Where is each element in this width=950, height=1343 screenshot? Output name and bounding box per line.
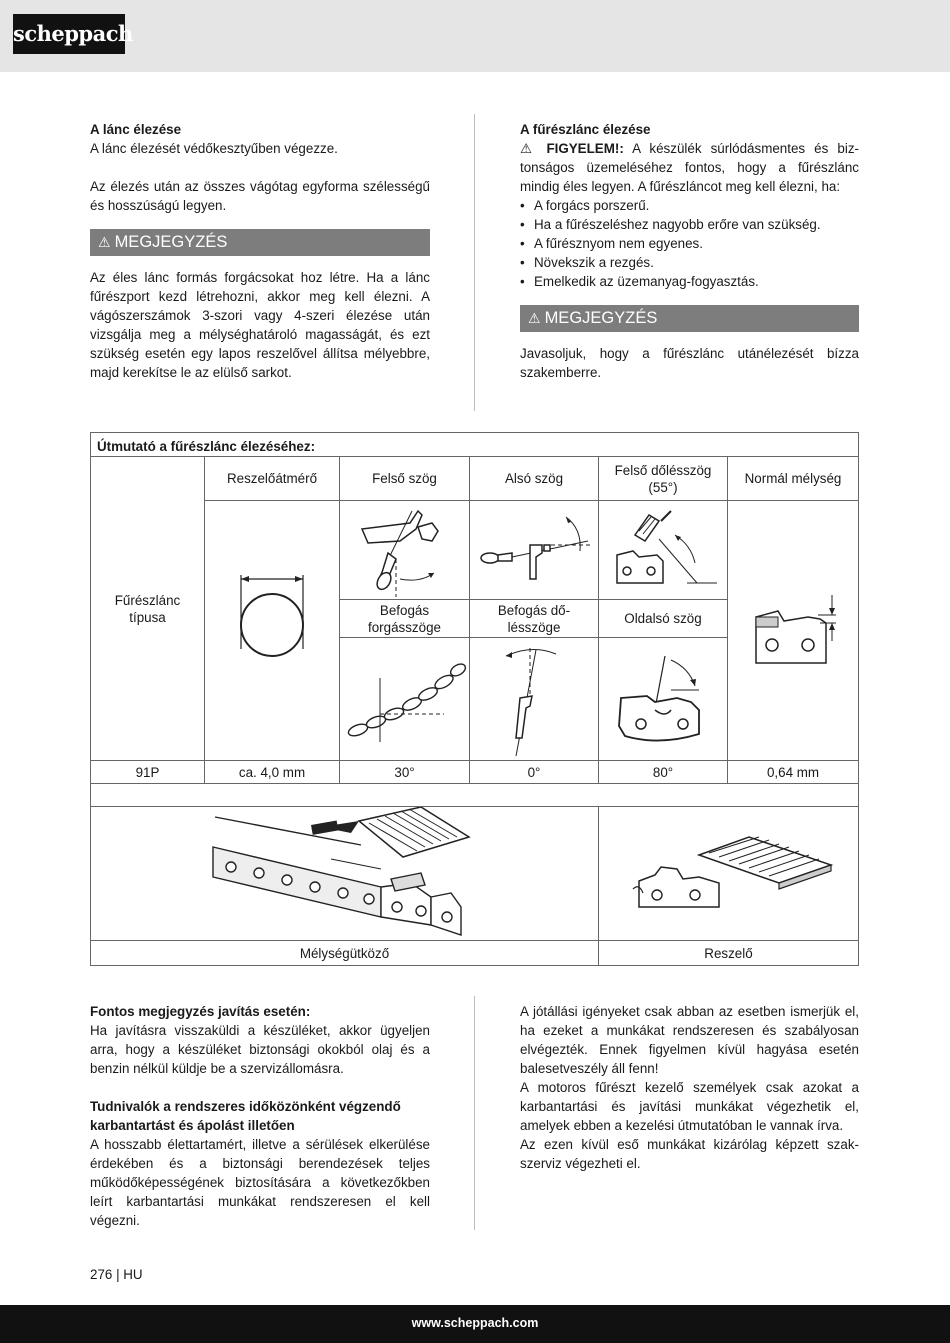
warning-label: FIGYELEM!: <box>546 141 624 156</box>
list-item: • Ha a fűrészeléshez nagyobb erőre van szükség. <box>520 215 859 234</box>
table-cell: 91P <box>91 761 205 784</box>
warning-paragraph <box>520 139 859 196</box>
note-text: Javasoljuk, hogy a fűrészlánc utánélezését bízza szakemberre. <box>520 346 859 380</box>
note-banner <box>520 305 859 332</box>
table-cell: 80° <box>599 761 728 784</box>
section-heading: A fűrészlánc élezése <box>520 122 651 137</box>
paragraph: Ha javításra visszaküldi a készüléket, akkor ügyeljen arra, hogy a készüléket biztonsági okokból olaj és a benzin nélkül küldje be a szervizállomásra. <box>90 1023 430 1076</box>
diagram-clamp-slope <box>470 638 599 761</box>
row-label: Fűrészlánc típusa <box>114 592 181 625</box>
clamp-rotation-illustration <box>340 638 470 761</box>
page-footer <box>0 1305 950 1343</box>
note-label: MEGJEGYZÉS <box>114 233 228 251</box>
list-item: • A fűrésznyom nem egyenes. <box>520 234 859 253</box>
page-number: 276 | HU <box>90 1267 143 1282</box>
sub-header: Befogás forgásszöge <box>340 600 470 638</box>
depth-gauge-illustration <box>728 501 858 761</box>
diagram-top-slope <box>599 501 728 600</box>
list-item: • A forgács porszerű. <box>520 196 859 215</box>
column-divider <box>474 114 475 411</box>
table-title: Útmutató a fűrészlánc élezéséhez: <box>97 439 316 454</box>
diagram-file-diameter <box>205 501 340 761</box>
clamp-slope-illustration <box>470 638 599 761</box>
note-text: Az éles lánc formás forgácsokat hoz létre. Ha a lánc fűrészport kezd létrehozni, akkor meg kell élezni. A vágószerszámok 3-szori vagy 4-szeri élezése után vizsgálja meg a mélységhatároló magasságát, és ezt szükség esetén egy lapos reszelővel állítsa mélyebbre, majd kerekítse le az elülső sarkot. <box>90 270 430 380</box>
note-banner <box>90 229 430 256</box>
top-slope-illustration <box>599 501 728 600</box>
paragraph: A hosszabb élettartamért, illetve a sérülések elkerülése érdekében és a biztonsági berendezések teljes működőképességének biztosítására a következőkben leírt karbantartási munkákat rendszeresen el kell végezni. <box>90 1137 430 1228</box>
diagram-clamp-rotation <box>340 638 470 761</box>
website-link[interactable]: www.scheppach.com <box>411 1316 539 1330</box>
warning-triangle-icon: ⚠ <box>98 234 111 250</box>
file-diameter-illustration <box>205 501 340 761</box>
paragraph: A motoros fűrészt kezelő személyek csak azokat a karbantartási és javítási munkákat végezhetik el, amelyek ebben a kezelési útmutatóban le vannak írva. <box>520 1080 859 1133</box>
table-cell: 30° <box>340 761 470 784</box>
side-angle-illustration <box>599 638 728 761</box>
depth-stop-illustration <box>91 807 599 941</box>
diagram-bottom-angle <box>470 501 599 600</box>
warning-triangle-icon: ⚠ <box>520 141 547 156</box>
column-divider <box>474 996 475 1230</box>
paragraph: Az ezen kívül eső munkákat kizárólag képzett szakszerviz végezheti el. <box>520 1137 859 1171</box>
table-cell: ca. 4,0 mm <box>205 761 340 784</box>
diagram-file <box>599 807 858 941</box>
bottom-left-column <box>90 1002 430 1230</box>
col-header: Reszelőátmérő <box>205 457 340 501</box>
paragraph: Az élezés után az összes vágótag egyforma szélességű és hosszúságú legyen. <box>90 179 430 213</box>
diagram-depth-stop <box>91 807 599 941</box>
table-cell: 0,64 mm <box>728 761 858 784</box>
list-item: • Növekszik a rezgés. <box>520 253 859 272</box>
section-heading: Tudnivalók a rendszeres időközönként végzendő karbantartást és ápolást illetően <box>90 1099 401 1133</box>
col-header: Alsó szög <box>470 457 599 501</box>
sub-header: Oldalsó szög <box>599 600 728 638</box>
note-label: MEGJEGYZÉS <box>544 309 658 327</box>
diagram-side-angle <box>599 638 728 761</box>
bottom-angle-illustration <box>470 501 599 600</box>
table-cell: Mélységütköző <box>91 941 599 965</box>
page-header <box>0 0 950 72</box>
empty-row <box>91 784 858 807</box>
sharpening-guide-table <box>90 432 859 966</box>
brand-logo: scheppach <box>13 14 125 54</box>
col-header: Felső dőlésszög (55°) <box>599 457 728 501</box>
diagram-top-angle <box>340 501 470 600</box>
col-header: Felső szög <box>340 457 470 501</box>
sub-header: Befogás dőlésszöge <box>470 600 599 638</box>
col-header: Normál mélység <box>728 457 858 501</box>
top-angle-illustration <box>340 501 470 600</box>
warning-text: A készülék súrlódásmentes és biztonságos üzemeléséhez fontos, hogy a fűrészlánc mindig éles legyen. A fűrészláncot meg kell élezni, ha: <box>520 141 859 194</box>
left-column <box>90 120 430 382</box>
section-heading: Fontos megjegyzés javítás esetén: <box>90 1004 311 1019</box>
paragraph: A lánc élezését védőkesztyűben végezze. <box>90 141 338 156</box>
row-label-cell <box>91 457 205 761</box>
file-illustration <box>599 807 858 941</box>
right-column <box>520 120 859 382</box>
paragraph: A jótállási igényeket csak abban az esetben ismerjük el, ha ezeket a munkákat rendszeresen és szabályosan elvégezték. Ennek figyelmen kívül hagyása esetén balesetveszély áll fenn! <box>520 1004 859 1076</box>
bottom-right-column <box>520 1002 859 1173</box>
bullet-list <box>520 196 859 291</box>
list-item: • Emelkedik az üzemanyag-fogyasztás. <box>520 272 859 291</box>
diagram-normal-depth <box>728 501 858 761</box>
table-cell: 0° <box>470 761 599 784</box>
section-heading: A lánc élezése <box>90 122 182 137</box>
table-cell: Reszelő <box>704 945 753 961</box>
warning-triangle-icon: ⚠ <box>528 310 541 326</box>
